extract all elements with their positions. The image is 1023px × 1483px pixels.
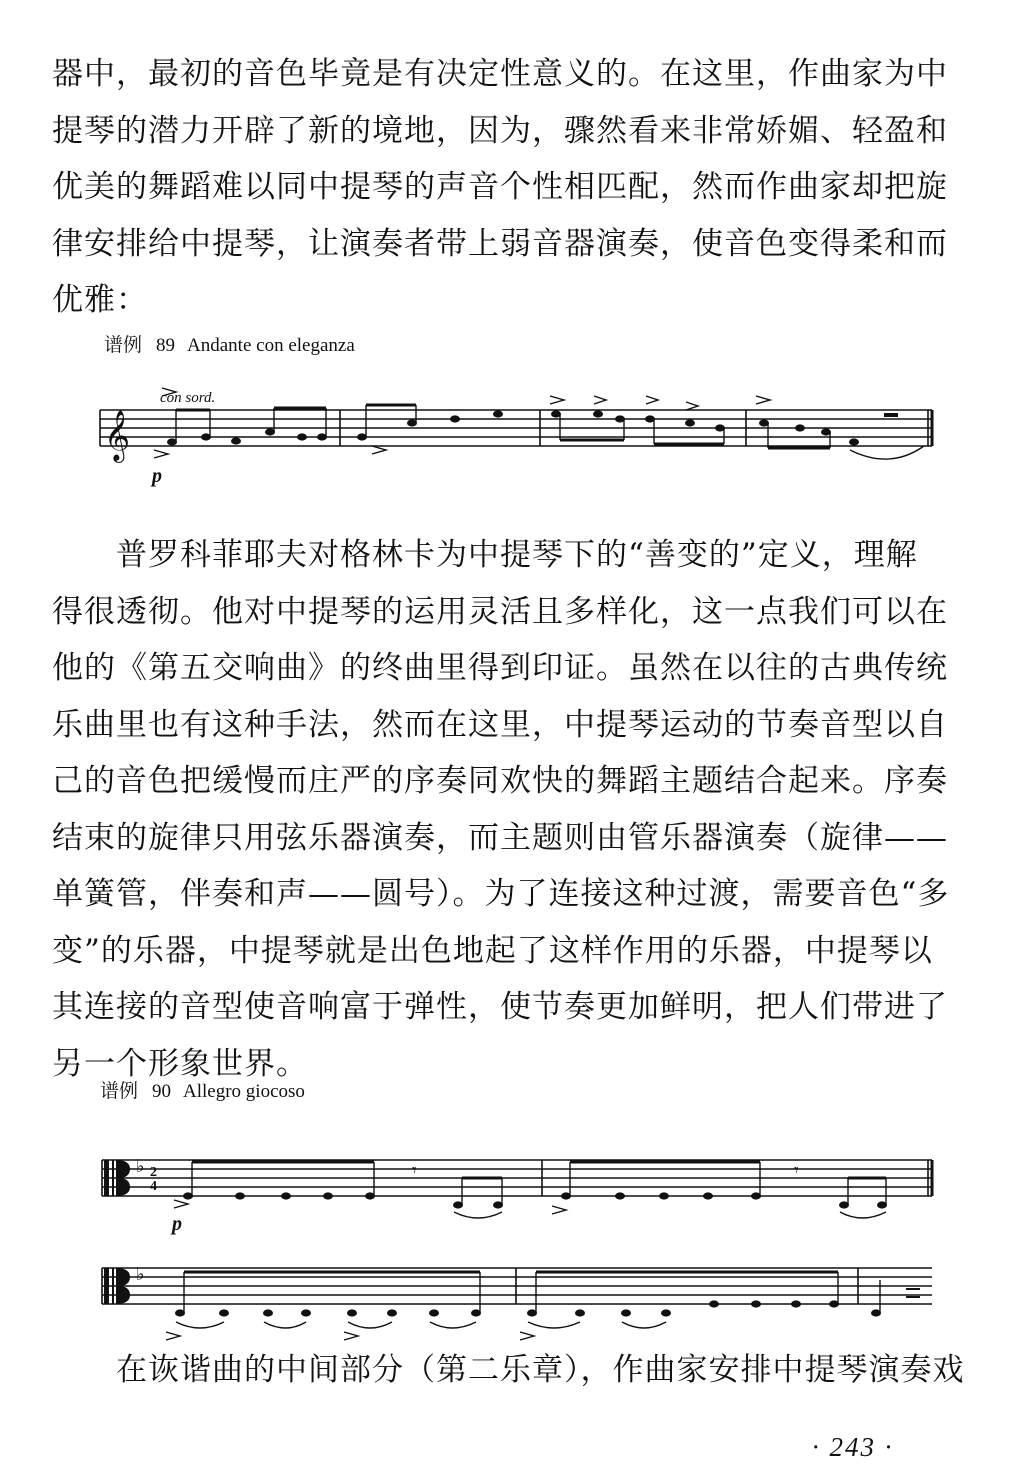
example-label: 谱例 — [100, 1081, 139, 1102]
tempo-marking: Allegro giocoso — [183, 1081, 305, 1102]
alto-clef-icon — [104, 1160, 130, 1196]
text-line: 结束的旋律只用弦乐器演奏，而主题则由管乐器演奏（旋律—— — [52, 819, 948, 856]
paragraph-1 — [52, 46, 972, 329]
dynamic-marking: p — [152, 465, 162, 487]
paragraph-2 — [52, 527, 972, 1092]
tempo-marking: Andante con eleganza — [187, 335, 355, 356]
text-line: 单簧管，伴奏和声——圆号）。为了连接这种过渡，需要音色“多 — [52, 876, 950, 912]
text-line: 优美的舞蹈难以同中提琴的声音个性相匹配，然而作曲家却把旋 — [52, 169, 948, 205]
paragraph-3 — [52, 1342, 972, 1399]
svg-text:4: 4 — [150, 1179, 157, 1194]
eighth-rest-icon: 𝄾 — [412, 1160, 417, 1181]
example-label: 谱例 — [104, 335, 143, 356]
text-line: 乐曲里也有这种手法，然而在这里，中提琴运动的节奏音型以自 — [52, 706, 948, 743]
eighth-rest-icon: 𝄾 — [794, 1160, 799, 1181]
text-line: 其连接的音型使音响富于弹性，使节奏更加鲜明，把人们带进了 — [52, 989, 948, 1025]
example-90-caption — [100, 1076, 305, 1103]
mute-marking: con sord. — [160, 390, 216, 406]
text-line: 优雅： — [52, 282, 148, 318]
treble-clef-icon: 𝄞 — [104, 410, 131, 461]
text-line: 另一个形象世界。 — [52, 1045, 308, 1082]
text-line: 器中，最初的音色毕竟是有决定性意义的。在这里，作曲家为中 — [52, 56, 948, 92]
example-89-caption — [104, 330, 355, 357]
text-line: 得很透彻。他对中提琴的运用灵活且多样化，这一点我们可以在 — [52, 593, 948, 630]
text-line: 在诙谐曲的中间部分（第二乐章），作曲家安排中提琴演奏戏 — [52, 1352, 965, 1388]
example-number: 89 — [156, 335, 176, 356]
text-line: 律安排给中提琴，让演奏者带上弱音器演奏，使音色变得柔和而 — [52, 225, 948, 262]
text-line: 己的音色把缓慢而庄严的序奏同欢快的舞蹈主题结合起来。序奏 — [52, 763, 948, 799]
flat-icon: ♭ — [136, 1156, 145, 1177]
flat-icon: ♭ — [136, 1264, 145, 1285]
example-number: 90 — [152, 1081, 172, 1102]
text-line: 变”的乐器，中提琴就是出色地起了这样作用的乐器，中提琴以 — [52, 932, 933, 969]
dynamic-marking: p — [172, 1213, 182, 1235]
alto-clef-icon — [104, 1268, 130, 1304]
page-number: · 243 · — [812, 1432, 894, 1462]
text-line: 他的《第五交响曲》的终曲里得到印证。虽然在以往的古典传统 — [52, 650, 948, 686]
svg-text:2: 2 — [150, 1165, 157, 1180]
text-line: 提琴的潜力开辟了新的境地，因为，骤然看来非常娇媚、轻盈和 — [52, 112, 948, 149]
text-line: 普罗科菲耶夫对格林卡为中提琴下的“善变的”定义，理解 — [52, 537, 918, 573]
